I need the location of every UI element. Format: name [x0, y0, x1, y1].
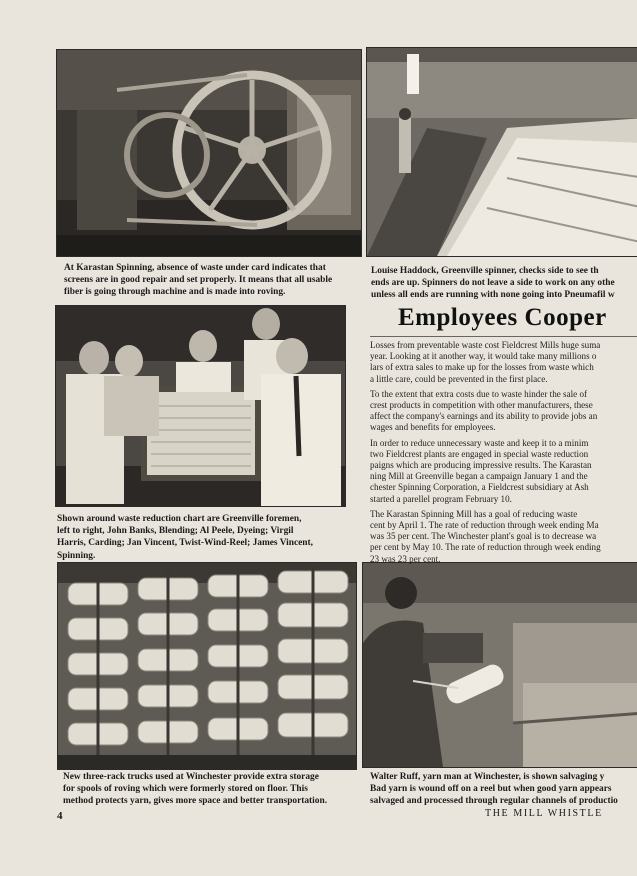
yarn-reel-caption: Walter Ruff, yarn man at Winchester, is shown salvaging y Bad yarn is wound off on a reel but when good yarn appears salvaged and processed through regular channels of productio	[370, 772, 618, 807]
article-paragraph: To the extent that extra costs due to waste hinder the sale of crest products in competition with other manufacturers, these affect the company's earnings and its ability to provide jobs an wages and benefits for employees.	[370, 388, 598, 433]
rack-trucks-caption: New three-rack trucks used at Winchester provide extra storage for spools of roving which were formerly stored on floor. This method protects yarn, gives more space and better transportation.	[63, 772, 328, 807]
article-body	[370, 340, 637, 569]
page-number: 4	[57, 810, 63, 822]
headline-rule	[370, 336, 637, 337]
foremen-chart-photo	[55, 305, 346, 507]
article-paragraph: The Karastan Spinning Mill has a goal of reducing waste cent by April 1. The rate of reduction through week ending Ma was 35 per cent. The Winchester plant's goal is to decrease wa per cent by May 10. The rate of reduction through week ending 23 was 23 per cent.	[370, 508, 601, 564]
article-paragraph: Losses from preventable waste cost Fieldcrest Mills huge suma year. Looking at it another way, it would take many millions o lars of extra sales to make up for the losses from waste which a little care, could be prevented in the first place.	[370, 340, 601, 384]
publication-title: THE MILL WHISTLE	[485, 808, 603, 819]
spinning-frames-photo	[366, 47, 637, 257]
article-headline: Employees Cooper	[398, 304, 607, 331]
card-machine-photo	[56, 49, 362, 257]
rack-trucks-photo	[57, 562, 357, 770]
yarn-reel-photo	[362, 562, 637, 768]
article-paragraph: In order to reduce unnecessary waste and keep it to a minim two Fieldcrest plants are engaged in special waste reduction paigns which are producing impressive results. The Karastan ning Mill at Greenville began a campaign January 1 and the chester Spinning Corporation, a Fieldcrest subsidiary at Ash started a parellel program February 10.	[370, 437, 592, 504]
card-machine-caption: At Karastan Spinning, absence of waste under card indicates that screens are in good repair and set properly. It means that all usable fiber is going through machine and is made into roving.	[64, 263, 333, 298]
spinning-frames-caption: Louise Haddock, Greenville spinner, checks side to see th ends are up. Spinners do not leave a side to work on any othe unless all ends are running with none going into Pneumafil w	[371, 266, 615, 301]
foremen-chart-caption: Shown around waste reduction chart are Greenville foremen, left to right, John Banks, Blending; Al Peele, Dyeing; Virgil Harris, Carding; Jan Vincent, Twist-Wind-Reel; James Vincent, Spinning.	[57, 514, 313, 561]
